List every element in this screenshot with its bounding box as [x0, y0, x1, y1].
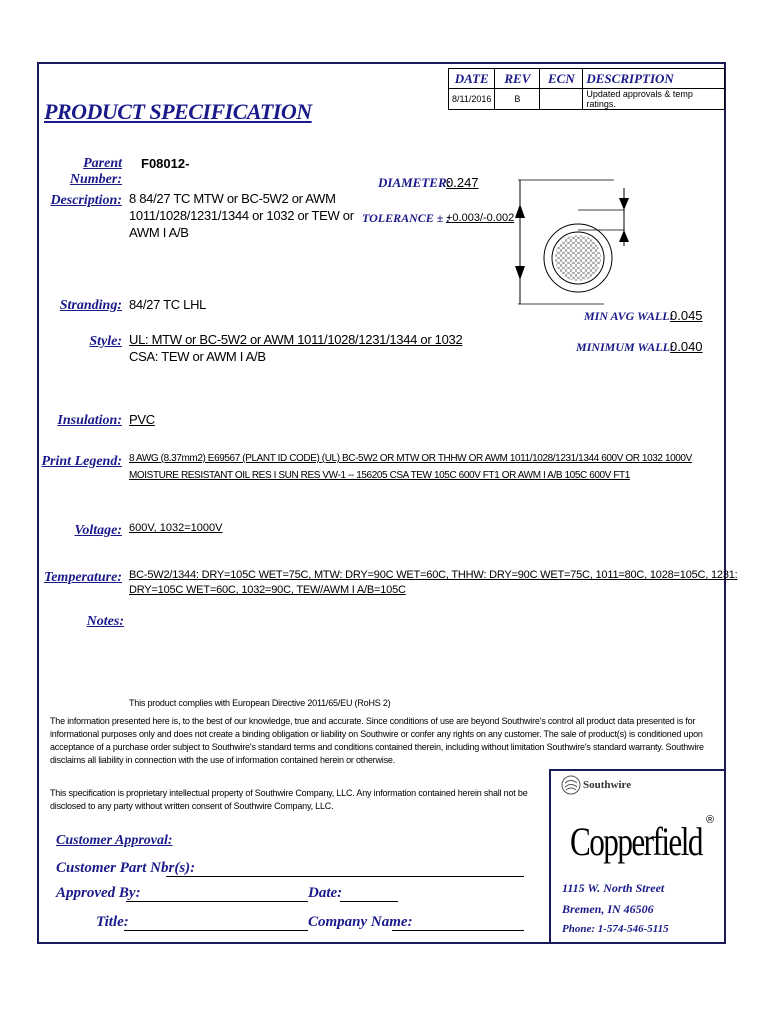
company-phone: Phone: 1-574-546-5115 [562, 923, 669, 935]
rev-ecn [540, 89, 583, 110]
company-address-city: Bremen, IN 46506 [562, 902, 654, 916]
rev-date: 8/11/2016 [449, 89, 495, 110]
stranding-value: 84/27 TC LHL [129, 297, 207, 312]
description-line: 1011/1028/1231/1344 or 1032 or TEW or [129, 208, 354, 223]
approved-by-label: Approved By: [56, 885, 141, 901]
notes-label: Notes: [86, 614, 124, 629]
page-title: PRODUCT SPECIFICATION [44, 99, 312, 124]
parent-number-value: F08012- [141, 156, 190, 171]
rohs-statement: This product complies with European Directive 2011/65/EU (RoHS 2) [129, 698, 391, 708]
temperature-value [129, 568, 738, 598]
southwire-logo-icon [561, 775, 581, 795]
registered-mark: ® [706, 814, 715, 826]
tolerance-label: TOLERANCE ± : [362, 211, 451, 225]
rev-header-description: DESCRIPTION [583, 69, 725, 89]
title-label: Title: [96, 914, 129, 930]
print-legend-value [129, 450, 719, 484]
company-name-field[interactable] [392, 930, 524, 931]
print-legend-line: MOISTURE RESISTANT OIL RES I SUN RES VW-1 -- 156205 CSA TEW 105C 600V FT1 OR AWM I A/B 105C 600V FT1 [129, 470, 630, 481]
company-address-street: 1115 W. North Street [562, 881, 665, 895]
title-field[interactable] [124, 930, 308, 931]
description-label: Description: [50, 193, 122, 208]
temperature-line: DRY=105C WET=60C, 1032=90C, TEW/AWM I A/B=105C [129, 584, 406, 596]
rev-description: Updated approvals & temp ratings. [583, 89, 725, 110]
customer-approval-title: Customer Approval: [56, 833, 173, 848]
revision-table [448, 68, 725, 110]
insulation-label: Insulation: [57, 413, 122, 428]
rev-number: B [495, 89, 540, 110]
style-line: UL: MTW or BC-5W2 or AWM 1011/1028/1231/1344 or 1032 [129, 332, 463, 347]
customer-part-label: Customer Part Nbr(s): [56, 860, 196, 876]
insulation-value: PVC [129, 412, 155, 427]
temperature-label: Temperature: [43, 570, 122, 585]
diameter-value: 0.247 [446, 175, 479, 190]
cable-cross-section-diagram [506, 178, 638, 308]
style-label: Style: [89, 334, 122, 349]
disclaimer-text: The information presented here is, to the best of our knowledge, true and accurate. Since conditions of use are beyond Southwire's control all product data presented is for informational purposes only and does not create a binding obligation or liability on Southwire or confer any rights on any customer. The sale of product(s) is conditioned upon acceptance of a purchase order subject to Southwire's standard terms and conditions contained therein, including without limitation Southwire's standard warranty. Southwire disclaims all liability in connection with the use of information contained herein or otherwise. [50, 716, 704, 765]
stranding-label: Stranding: [59, 298, 122, 313]
copperfield-brand: Copperfield [570, 819, 702, 864]
description-line: 8 84/27 TC MTW or BC-5W2 or AWM [129, 191, 336, 206]
style-value [129, 331, 462, 365]
minimum-wall-label: MINIMUM WALL: [576, 340, 674, 354]
voltage-value: 600V, 1032=1000V [129, 522, 223, 534]
customer-part-field[interactable] [166, 876, 524, 877]
print-legend-line: 8 AWG (8.37mm2) E69567 (PLANT ID CODE) (UL) BC-5W2 OR MTW OR THHW OR AWM 1011/1028/1231/1344 600V OR 1032 1000V [129, 453, 692, 464]
min-avg-wall-label: MIN AVG WALL: [584, 309, 674, 323]
proprietary-text: This specification is proprietary intellectual property of Southwire Company, LLC. Any information contained herein shall not be disclosed to any party without written consent of Southwire Company, LLC. [50, 788, 528, 811]
print-legend-label: Print Legend: [41, 454, 122, 469]
diameter-label: DIAMETER: [378, 175, 451, 190]
style-line: CSA: TEW or AWM I A/B [129, 349, 266, 364]
rev-header-date: DATE [449, 69, 495, 89]
rev-header-ecn: ECN [540, 69, 583, 89]
tolerance-value: +0.003/-0.002 [446, 212, 515, 224]
date-field[interactable] [340, 901, 398, 902]
minimum-wall-value: 0.040 [670, 339, 703, 354]
description-line: AWM I A/B [129, 225, 189, 240]
date-label: Date: [308, 885, 343, 901]
min-avg-wall-value: 0.045 [670, 308, 703, 323]
description-value [129, 190, 359, 241]
approved-by-field[interactable] [126, 901, 308, 902]
southwire-brand: Southwire [583, 779, 632, 791]
company-name-label: Company Name: [308, 914, 413, 930]
voltage-label: Voltage: [74, 523, 122, 538]
temperature-line: BC-5W2/1344: DRY=105C WET=75C, MTW: DRY=90C WET=60C, THHW: DRY=90C WET=75C, 1011=80C, 1028=105C, 1231: [129, 569, 738, 581]
rev-header-rev: REV [495, 69, 540, 89]
parent-number-label: Parent Number: [69, 156, 122, 187]
